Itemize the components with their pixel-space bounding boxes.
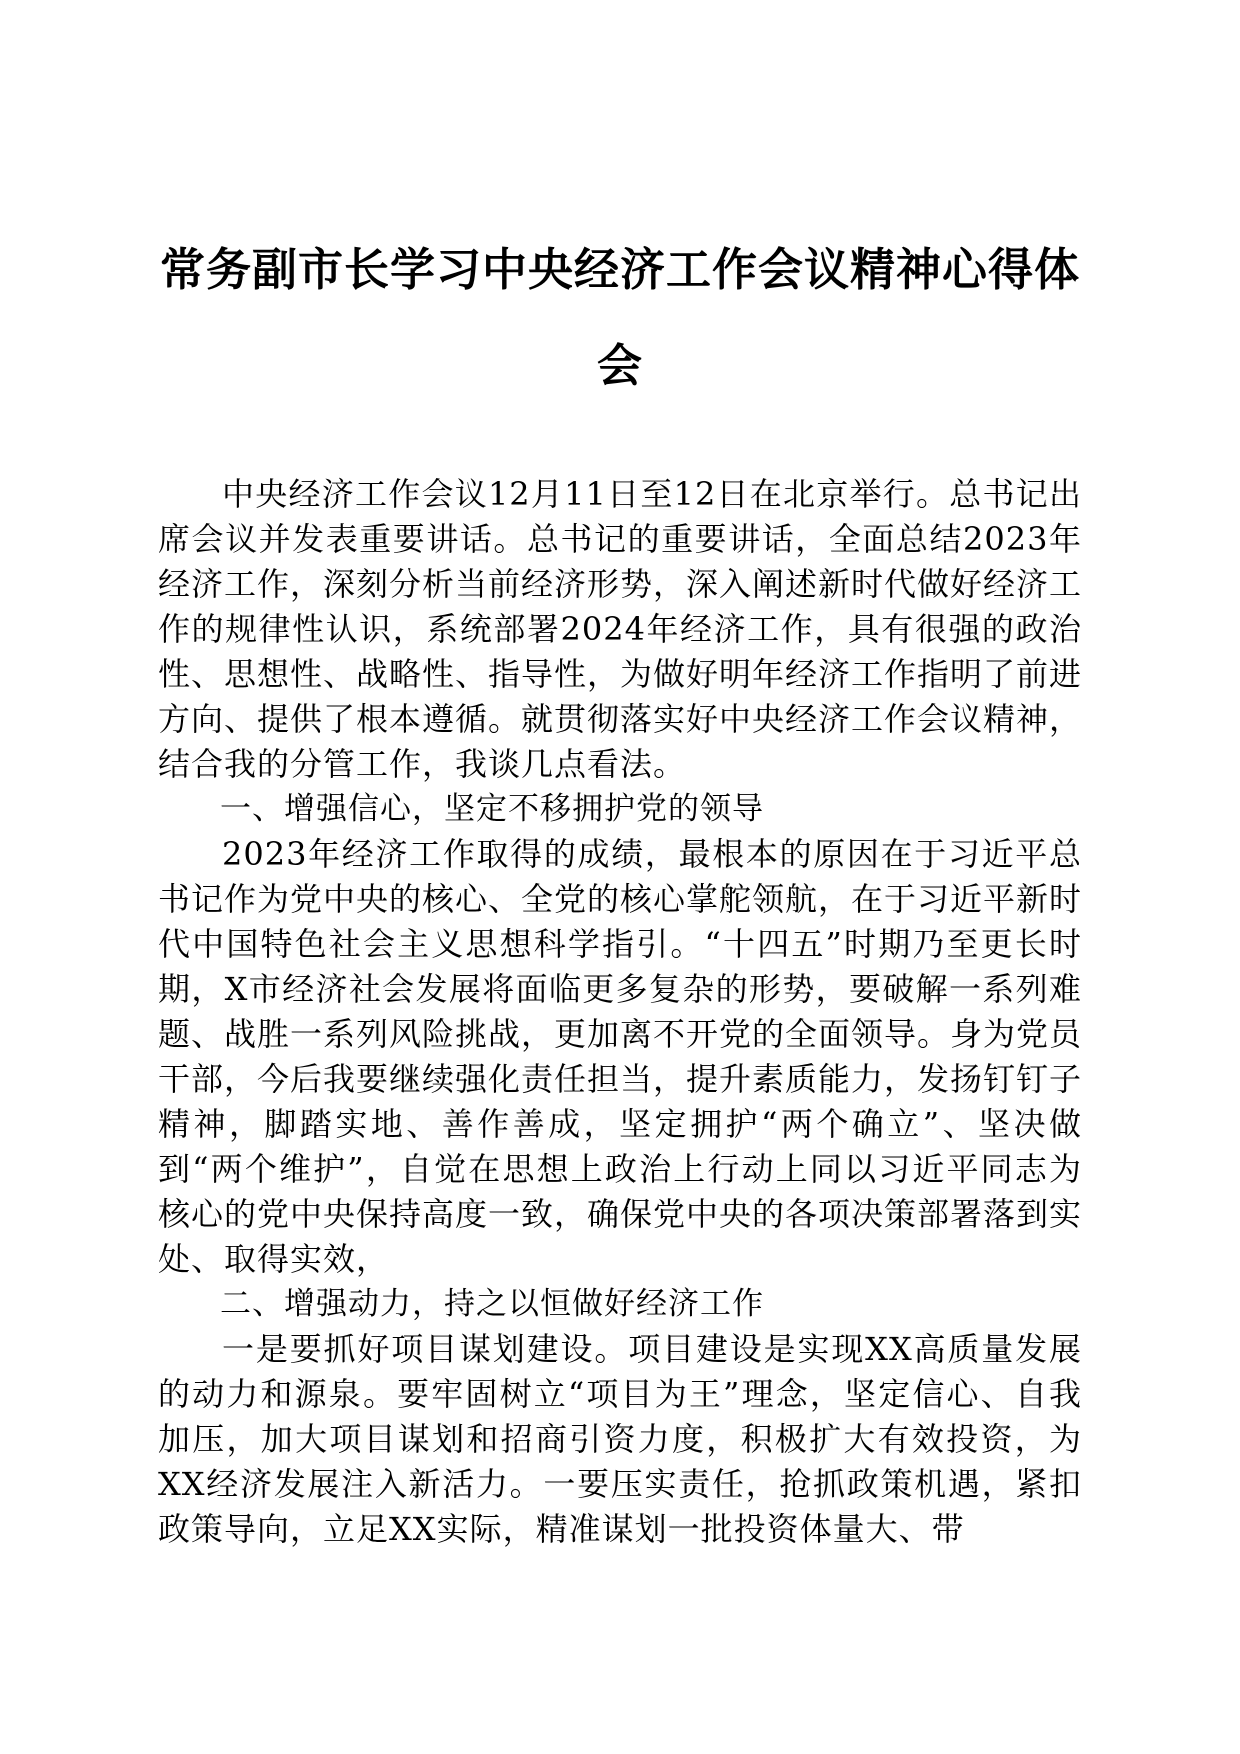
paragraph-section-2: 一是要抓好项目谋划建设。项目建设是实现XX高质量发展的动力和源泉。要牢固树立“项目为王”理念，坚定信心、自我加压，加大项目谋划和招商引资力度，积极扩大有效投资，为XX经济发展注入新活力。一要压实责任，抢抓政策机遇，紧扣政策导向，立足XX实际，精准谋划一批投资体量大、带 xyxy=(158,1330,1082,1548)
document-title: 常务副市长学习中央经济工作会议精神心得体会 xyxy=(159,243,1080,392)
section-heading-2: 二、增强动力，持之以恒做好经济工作 xyxy=(220,1286,764,1322)
document-body xyxy=(158,472,1082,1552)
paragraph-intro: 中央经济工作会议12月11日至12日在北京举行。总书记出席会议并发表重要讲话。总书记的重要讲话，全面总结2023年经济工作，深刻分析当前经济形势，深入阐述新时代做好经济工作的规律性认识，系统部署2024年经济工作，具有很强的政治性、思想性、战略性、指导性，为做好明年经济工作指明了前进方向、提供了根本遵循。就贯彻落实好中央经济工作会议精神，结合我的分管工作，我谈几点看法。 xyxy=(158,475,1083,783)
section-heading-1: 一、增强信心，坚定不移拥护党的领导 xyxy=(220,791,764,827)
paragraph-section-1: 2023年经济工作取得的成绩，最根本的原因在于习近平总书记作为党中央的核心、全党的核心掌舵领航，在于习近平新时代中国特色社会主义思想科学指引。“十四五”时期乃至更长时期，X市经济社会发展将面临更多复杂的形势，要破解一系列难题、战胜一系列风险挑战，更加离不开党的全面领导。身为党员干部，今后我要继续强化责任担当，提升素质能力，发扬钉钉子精神，脚踏实地、善作善成，坚定拥护“两个确立”、坚决做到“两个维护”，自觉在思想上政治上行动上同以习近平同志为核心的党中央保持高度一致，确保党中央的各项决策部署落到实处、取得实效， xyxy=(158,835,1083,1278)
